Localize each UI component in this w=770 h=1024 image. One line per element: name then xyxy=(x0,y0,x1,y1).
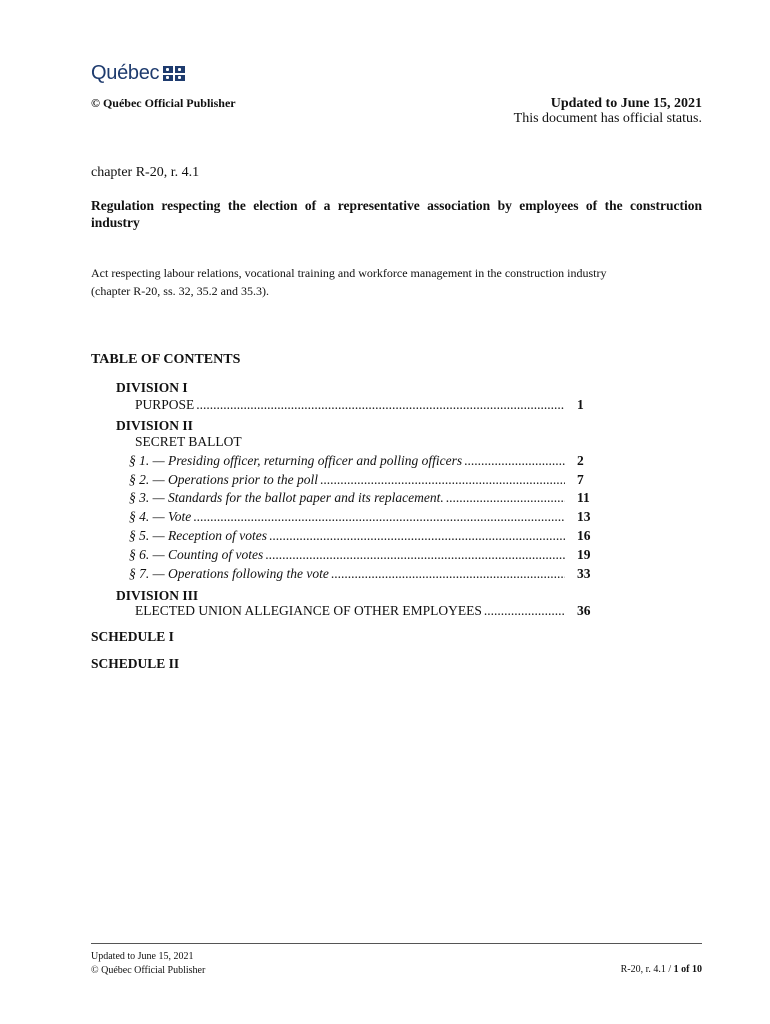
toc-entry-page: 1 xyxy=(577,397,584,412)
footer-page-info xyxy=(621,964,702,975)
toc-leader-dots xyxy=(464,453,565,469)
enabling-act xyxy=(91,264,691,300)
toc-leader-dots xyxy=(265,547,565,563)
chapter-reference: chapter R-20, r. 4.1 xyxy=(91,165,200,180)
act-line-2: (chapter R-20, ss. 32, 35.2 and 35.3). xyxy=(91,284,269,298)
toc-entry-section-4[interactable] xyxy=(129,509,591,525)
toc-entry-label: § 5. — Reception of votes xyxy=(129,528,267,543)
toc-entry-label: § 7. — Operations following the vote xyxy=(129,566,329,581)
toc-entry-section-5[interactable] xyxy=(129,528,591,544)
toc-entry-label: § 3. — Standards for the ballot paper and its replacement. xyxy=(129,490,444,505)
official-status: This document has official status. xyxy=(513,111,702,126)
toc-entry-label: § 2. — Operations prior to the poll xyxy=(129,472,319,487)
toc-entry-page: 2 xyxy=(577,453,584,468)
toc-entry-section-1[interactable] xyxy=(129,453,584,469)
toc-entry-page: 11 xyxy=(577,490,590,505)
toc-entry-label: § 6. — Counting of votes xyxy=(129,547,264,562)
toc-leader-dots xyxy=(484,603,565,619)
publisher-notice: © Québec Official Publisher xyxy=(91,96,236,110)
footer-publisher: © Québec Official Publisher xyxy=(91,965,206,976)
toc-entry-purpose[interactable] xyxy=(135,397,584,413)
toc-entry-page: 13 xyxy=(577,509,591,524)
toc-title: TABLE OF CONTENTS xyxy=(91,352,241,367)
toc-division-2-heading: DIVISION II xyxy=(116,418,193,433)
toc-leader-dots xyxy=(320,472,565,488)
toc-division-2-subheading: SECRET BALLOT xyxy=(135,434,242,449)
toc-schedule-2[interactable]: SCHEDULE II xyxy=(91,656,180,671)
toc-entry-label: § 4. — Vote xyxy=(129,509,192,524)
footer-reference: R-20, r. 4.1 / xyxy=(620,964,674,975)
footer-updated: Updated to June 15, 2021 xyxy=(91,951,194,962)
toc-division-1-heading: DIVISION I xyxy=(116,380,188,395)
act-line-1: Act respecting labour relations, vocational training and workforce management in the construction industry xyxy=(91,266,607,280)
footer-left xyxy=(91,950,205,978)
toc-leader-dots xyxy=(196,397,565,413)
toc-entry-page: 33 xyxy=(577,566,591,581)
toc-schedule-1[interactable]: SCHEDULE I xyxy=(91,629,174,644)
quebec-logo xyxy=(91,62,185,85)
toc-division-3-heading: DIVISION III xyxy=(116,588,199,603)
toc-entry-section-2[interactable] xyxy=(129,472,584,488)
toc-entry-label: PURPOSE xyxy=(135,397,195,412)
toc-leader-dots xyxy=(193,509,565,525)
updated-date: Updated to June 15, 2021 xyxy=(550,96,702,111)
toc-leader-dots xyxy=(446,490,565,506)
regulation-title: Regulation respecting the election of a representative association by employees of the construction industry xyxy=(91,198,702,230)
toc-entry-elected-union[interactable] xyxy=(135,603,591,619)
toc-entry-page: 19 xyxy=(577,547,591,562)
footer-divider xyxy=(91,943,702,944)
toc-entry-section-7[interactable] xyxy=(129,566,591,582)
logo-wordmark: Québec xyxy=(91,62,160,84)
toc-entry-section-3[interactable] xyxy=(129,490,590,506)
toc-leader-dots xyxy=(269,528,565,544)
toc-entry-page: 16 xyxy=(577,528,591,543)
toc-entry-page: 36 xyxy=(577,603,591,618)
toc-leader-dots xyxy=(331,566,565,582)
toc-entry-label: ELECTED UNION ALLEGIANCE OF OTHER EMPLOYEES xyxy=(135,603,482,618)
toc-entry-label: § 1. — Presiding officer, returning officer and polling officers xyxy=(129,453,463,468)
fleur-de-lis-flag-icon xyxy=(163,66,185,81)
toc-entry-page: 7 xyxy=(577,472,584,487)
toc-entry-section-6[interactable] xyxy=(129,547,591,563)
footer-page-number: 1 of 10 xyxy=(673,964,702,975)
